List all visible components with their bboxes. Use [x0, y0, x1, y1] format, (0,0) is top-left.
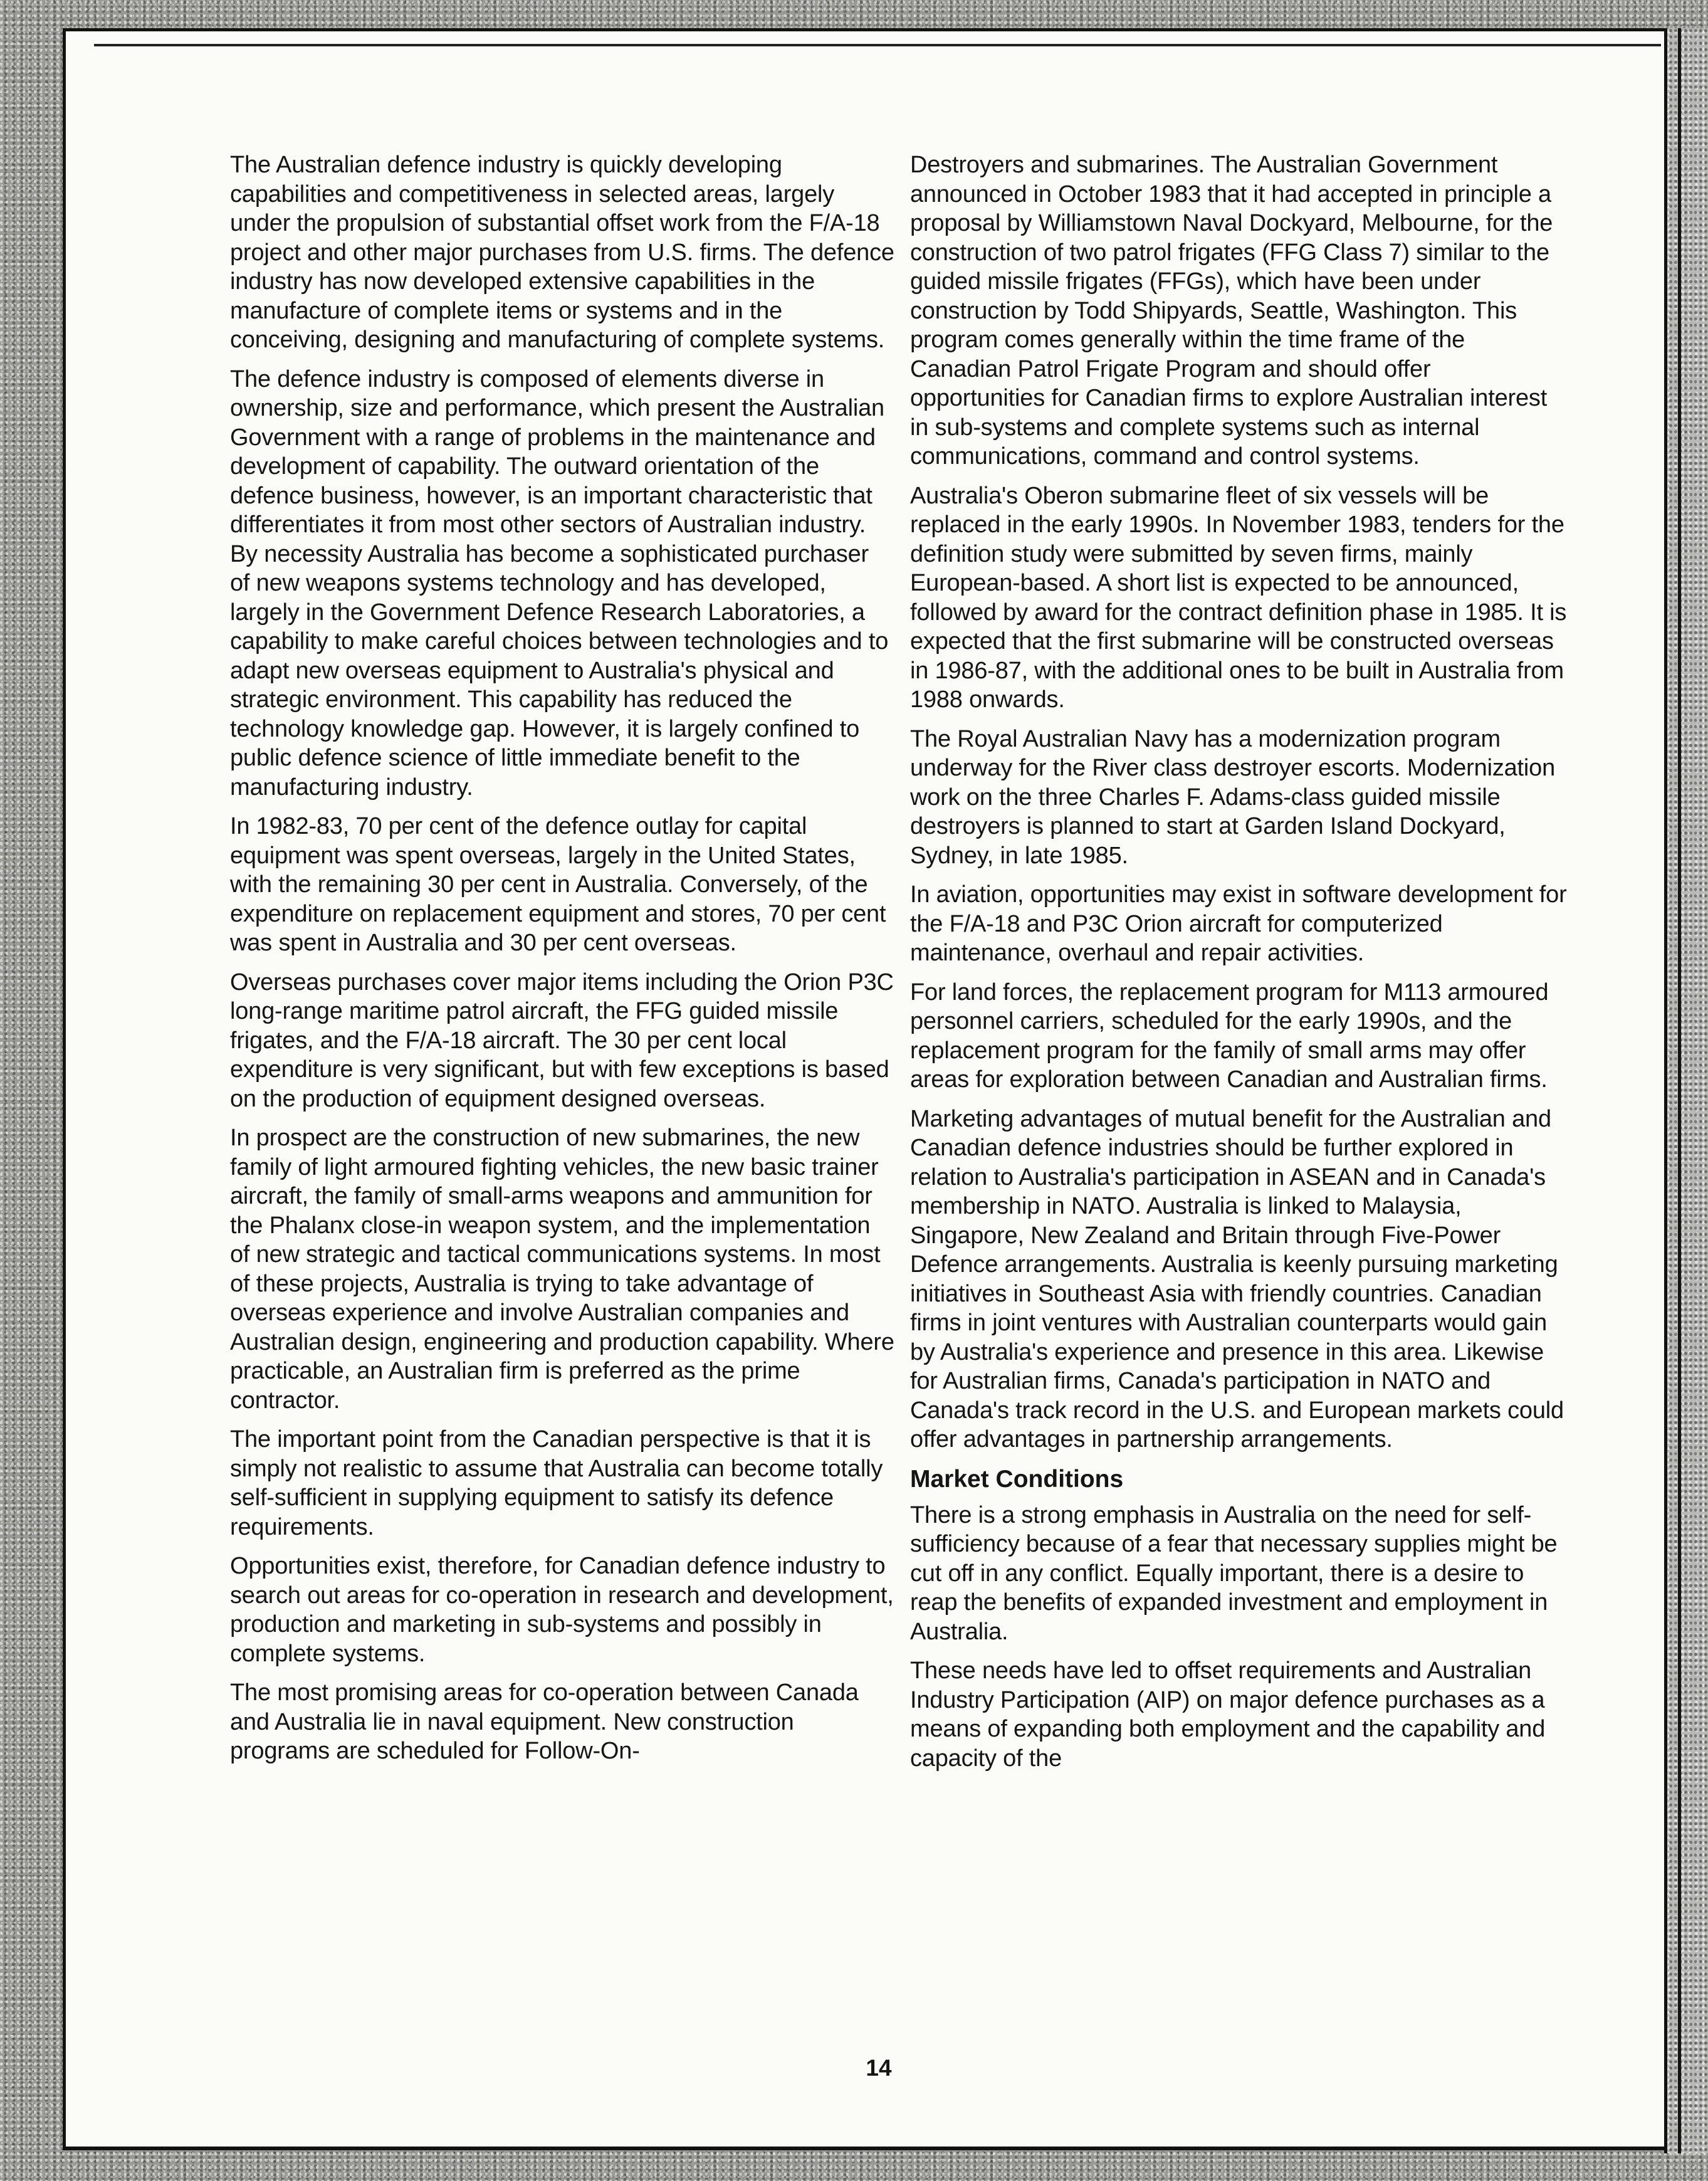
paragraph: In aviation, opportunities may exist in software development for the F/A-18 and P3C Orion aircraft for computerized maintenance, overhaul and repair activities. — [910, 881, 1567, 966]
paragraph: The defence industry is composed of elements diverse in ownership, size and performance, which present the Australian Government with a range of problems in the maintenance and development of capability. The outward orientation of the defence business, however, is an important characteristic that differentiates it from most other sectors of Australian industry. By necessity Australia has become a sophisticated purchaser of new weapons systems technology and has developed, largely in the Government Defence Research Laboratories, a capability to make careful choices between technologies and to adapt new overseas equipment to Australia's physical and strategic environment. This capability has reduced the technology knowledge gap. However, it is largely confined to public defence science of little immediate benefit to the manufacturing industry. — [230, 365, 889, 801]
paragraph: In prospect are the construction of new submarines, the new family of light armoured fighting vehicles, the new basic trainer aircraft, the family of small-arms weapons and ammunition for the Phalanx close-in weapon system, and the implementation of new strategic and tactical communications systems. In most of these projects, Australia is trying to take advantage of overseas experience and involve Australian companies and Australian design, engineering and production capability. Where practicable, an Australian firm is preferred as the prime contractor. — [230, 1125, 894, 1414]
paragraph: There is a strong emphasis in Australia on the need for self-sufficiency because of a fear that necessary supplies might be cut off in any conflict. Equally important, there is a desire to reap the benefits of expanded investment and employment in Australia. — [910, 1501, 1558, 1645]
section-heading: Market Conditions — [910, 1465, 1124, 1493]
paragraph: The most promising areas for co-operation between Canada and Australia lie in naval equipment. New construction programs are scheduled for Follow-On- — [230, 1679, 859, 1764]
paragraph: Destroyers and submarines. The Australian Government announced in October 1983 that it had accepted in principle a proposal by Williamstown Naval Dockyard, Melbourne, for the construction of two patrol frigates (FFG Class 7) similar to the guided missile frigates (FFGs), which have been under construction by Todd Shipyards, Seattle, Washington. This program comes generally within the time frame of the Canadian Patrol Frigate Program and should offer opportunities for Canadian firms to explore Australian interest in sub-systems and complete systems such as internal communications, command and control systems. — [910, 152, 1553, 470]
top-rule — [94, 44, 1661, 46]
page-number: 14 — [866, 2055, 892, 2081]
paragraph: Marketing advantages of mutual benefit for the Australian and Canadian defence industries should be further explored in relation to Australia's participation in ASEAN and in Canada's membership in NATO. Australia is linked to Malaysia, Singapore, New Zealand and Britain through Five-Power Defence arrangements. Australia is keenly pursuing marketing initiatives in Southeast Asia with friendly countries. Canadian firms in joint ventures with Australian counterparts would gain by Australia's experience and presence in this area. Likewise for Australian firms, Canada's participation in NATO and Canada's track record in the U.S. and European markets could offer advantages in partnership arrangements. — [910, 1105, 1564, 1453]
paragraph: For land forces, the replacement program for M113 armoured personnel carriers, scheduled for the early 1990s, and the replacement program for the family of small arms may offer areas for exploration between Canadian and Australian firms. — [910, 979, 1549, 1093]
paragraph: Overseas purchases cover major items including the Orion P3C long-range maritime patrol aircraft, the FFG guided missile frigates, and the F/A-18 aircraft. The 30 per cent local expenditure is very significant, but with few exceptions is based on the production of equipment designed overseas. — [230, 969, 894, 1112]
left-column — [230, 150, 894, 1776]
edge-line — [1678, 28, 1681, 2153]
edge-line — [1664, 28, 1667, 2153]
paragraph: These needs have led to offset requirements and Australian Industry Participation (AIP) on major defence purchases as a means of expanding both employment and the capability and capacity of the — [910, 1658, 1546, 1772]
right-column — [910, 150, 1568, 1783]
paragraph: Australia's Oberon submarine fleet of six vessels will be replaced in the early 1990s. In November 1983, tenders for the definition study were submitted by seven firms, mainly European-based. A short list is expected to be announced, followed by award for the contract definition phase in 1985. It is expected that the first submarine will be constructed overseas in 1986-87, with the additional ones to be built in Australia from 1988 onwards. — [910, 482, 1567, 713]
paragraph: The important point from the Canadian perspective is that it is simply not realistic to assume that Australia can become totally self-sufficient in supplying equipment to satisfy its defence requirements. — [230, 1426, 883, 1540]
paragraph: Opportunities exist, therefore, for Canadian defence industry to search out areas for co-operation in research and development, production and marketing in sub-systems and possibly in complete systems. — [230, 1553, 894, 1667]
paragraph: The Australian defence industry is quickly developing capabilities and competitiveness in selected areas, largely under the propulsion of substantial offset work from the F/A-18 project and other major purchases from U.S. firms. The defence industry has now developed extensive capabilities in the manufacture of complete items or systems and in the conceiving, designing and manufacturing of complete systems. — [230, 152, 894, 353]
paragraph: In 1982-83, 70 per cent of the defence outlay for capital equipment was spent overseas, largely in the United States, with the remaining 30 per cent in Australia. Conversely, of the expenditure on replacement equipment and stores, 70 per cent was spent in Australia and 30 per cent overseas. — [230, 813, 886, 956]
paragraph: The Royal Australian Navy has a modernization program underway for the River class destroyer escorts. Modernization work on the three Charles F. Adams-class guided missile destroyers is planned to start at Garden Island Dockyard, Sydney, in late 1985. — [910, 725, 1556, 869]
page-edge — [1664, 28, 1708, 2153]
